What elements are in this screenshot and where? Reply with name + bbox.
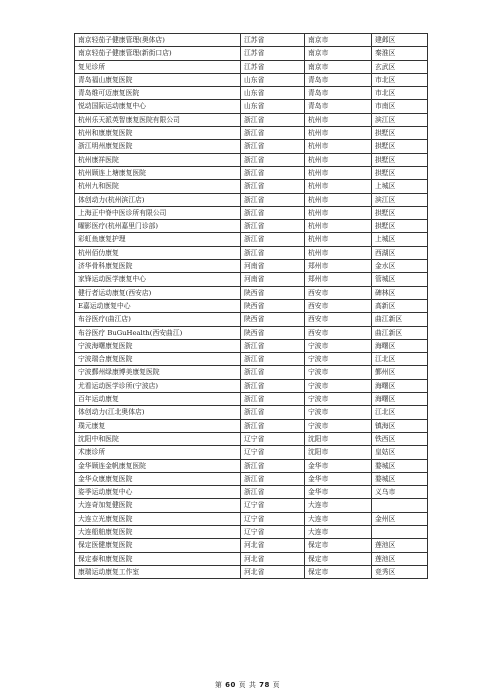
table-row [75,34,428,47]
district-cell: 拱墅区 [372,153,428,166]
table-row [75,246,428,259]
city-cell: 西安市 [305,313,372,326]
district-cell [372,525,428,538]
table-row [75,140,428,153]
clinic-name-cell: 悦动国际运动康复中心 [75,100,241,113]
clinic-name-cell: E嘉运动康复中心 [75,299,241,312]
table-row [75,406,428,419]
district-cell: 拱墅区 [372,206,428,219]
province-cell: 辽宁省 [241,525,305,538]
clinic-name-cell: 家锋运动医学康复中心 [75,273,241,286]
district-cell: 拱墅区 [372,140,428,153]
city-cell: 西安市 [305,286,372,299]
clinic-name-cell: 宁波海曙康复医院 [75,339,241,352]
city-cell: 南京市 [305,34,372,47]
city-cell: 金华市 [305,459,372,472]
city-cell: 青岛市 [305,100,372,113]
district-cell: 滨江区 [372,193,428,206]
district-cell: 莲池区 [372,552,428,565]
district-cell: 皇姑区 [372,446,428,459]
table-row [75,313,428,326]
city-cell: 杭州市 [305,233,372,246]
clinic-name-cell: 体创动力(江北奥体店) [75,406,241,419]
district-cell: 高新区 [372,299,428,312]
clinic-name-cell: 康瑞运动康复工作室 [75,565,241,578]
province-cell: 河北省 [241,565,305,578]
district-cell: 碑林区 [372,286,428,299]
table-row [75,446,428,459]
clinic-name-cell: 杭州九和医院 [75,180,241,193]
province-cell: 江苏省 [241,60,305,73]
clinic-name-cell: 术康诊所 [75,446,241,459]
clinic-name-cell: 杭州乐天派英智康复医院有限公司 [75,113,241,126]
district-cell: 市北区 [372,73,428,86]
district-cell: 金水区 [372,260,428,273]
district-cell: 海曙区 [372,379,428,392]
table-row [75,73,428,86]
clinic-name-cell: 浙江明州康复医院 [75,140,241,153]
city-cell: 金华市 [305,486,372,499]
district-cell: 江北区 [372,353,428,366]
city-cell: 杭州市 [305,180,372,193]
province-cell: 浙江省 [241,153,305,166]
city-cell: 金华市 [305,472,372,485]
province-cell: 浙江省 [241,113,305,126]
district-cell: 曲江新区 [372,326,428,339]
province-cell: 浙江省 [241,472,305,485]
clinic-name-cell: 杭州佰仂康复 [75,246,241,259]
province-cell: 陕西省 [241,299,305,312]
province-cell: 浙江省 [241,419,305,432]
clinic-name-cell: 体创动力(杭州滨江店) [75,193,241,206]
district-cell: 滨江区 [372,113,428,126]
province-cell: 浙江省 [241,406,305,419]
clinic-name-cell: 金华顾连金帆康复医院 [75,459,241,472]
table-row [75,525,428,538]
district-cell: 玄武区 [372,60,428,73]
table-row [75,459,428,472]
clinic-name-cell: 彩虹鱼康复护理 [75,233,241,246]
district-cell: 金州区 [372,512,428,525]
province-cell: 河北省 [241,552,305,565]
province-cell: 陕西省 [241,326,305,339]
district-cell: 秦淮区 [372,47,428,60]
table-row [75,565,428,578]
clinic-name-cell: 青岛维可迈康复医院 [75,87,241,100]
clinic-name-cell: 南京轻茄子健康管理(奥体店) [75,34,241,47]
clinic-name-cell: 曜影医疗(杭州嘉里门诊部) [75,220,241,233]
province-cell: 陕西省 [241,286,305,299]
province-cell: 山东省 [241,87,305,100]
city-cell: 宁波市 [305,339,372,352]
district-cell: 鄞州区 [372,366,428,379]
district-cell: 拱墅区 [372,220,428,233]
footer-total-pages: 78 [259,681,270,689]
province-cell: 河南省 [241,273,305,286]
table-row [75,326,428,339]
district-cell: 莲池区 [372,539,428,552]
city-cell: 沈阳市 [305,446,372,459]
province-cell: 浙江省 [241,366,305,379]
province-cell: 辽宁省 [241,499,305,512]
clinic-name-cell: 沈阳中和医院 [75,432,241,445]
clinic-name-cell: 杭州顾连上塘康复医院 [75,166,241,179]
district-cell: 上城区 [372,233,428,246]
table-row [75,153,428,166]
city-cell: 西安市 [305,326,372,339]
table-row [75,113,428,126]
province-cell: 浙江省 [241,193,305,206]
clinic-name-cell: 金华众康康复医院 [75,472,241,485]
city-cell: 西安市 [305,299,372,312]
district-cell: 市北区 [372,87,428,100]
table-row [75,127,428,140]
clinic-name-cell: 布谷医疗(曲江店) [75,313,241,326]
city-cell: 保定市 [305,565,372,578]
table-row [75,486,428,499]
province-cell: 浙江省 [241,180,305,193]
province-cell: 浙江省 [241,393,305,406]
table-row [75,286,428,299]
city-cell: 沈阳市 [305,432,372,445]
city-cell: 郑州市 [305,260,372,273]
table-row [75,339,428,352]
clinic-name-cell: 济华骨科康复医院 [75,260,241,273]
table-row [75,60,428,73]
city-cell: 宁波市 [305,406,372,419]
city-cell: 杭州市 [305,220,372,233]
province-cell: 江苏省 [241,34,305,47]
city-cell: 郑州市 [305,273,372,286]
province-cell: 浙江省 [241,459,305,472]
province-cell: 浙江省 [241,166,305,179]
city-cell: 青岛市 [305,87,372,100]
district-cell: 市南区 [372,100,428,113]
table-row [75,100,428,113]
city-cell: 保定市 [305,539,372,552]
city-cell: 宁波市 [305,379,372,392]
district-cell: 镇海区 [372,419,428,432]
province-cell: 辽宁省 [241,512,305,525]
table-row [75,166,428,179]
clinic-name-cell: 大连立光康复医院 [75,512,241,525]
province-cell: 浙江省 [241,353,305,366]
city-cell: 大连市 [305,499,372,512]
city-cell: 青岛市 [305,73,372,86]
district-cell: 海曙区 [372,393,428,406]
city-cell: 大连市 [305,512,372,525]
footer-suffix: 页 [272,681,281,689]
page-footer [0,680,495,690]
city-cell: 大连市 [305,525,372,538]
table-row [75,499,428,512]
district-cell: 婺城区 [372,459,428,472]
city-cell: 杭州市 [305,206,372,219]
district-cell: 婺城区 [372,472,428,485]
footer-prefix: 第 [214,681,223,689]
table-row [75,87,428,100]
footer-middle: 页 共 [238,681,257,689]
province-cell: 浙江省 [241,246,305,259]
district-cell: 铁西区 [372,432,428,445]
city-cell: 宁波市 [305,419,372,432]
table-row [75,273,428,286]
clinic-name-cell: 青岛福山康复医院 [75,73,241,86]
table-row [75,180,428,193]
province-cell: 浙江省 [241,220,305,233]
clinic-name-cell: 宁波鄞州绿康博美康复医院 [75,366,241,379]
city-cell: 杭州市 [305,113,372,126]
table-row [75,299,428,312]
city-cell: 杭州市 [305,193,372,206]
city-cell: 杭州市 [305,127,372,140]
city-cell: 杭州市 [305,153,372,166]
province-cell: 浙江省 [241,339,305,352]
district-cell [372,499,428,512]
clinic-name-cell: 健行者运动康复(西安店) [75,286,241,299]
table-row [75,393,428,406]
province-cell: 浙江省 [241,233,305,246]
province-cell: 浙江省 [241,127,305,140]
clinic-name-cell: 璞元康复 [75,419,241,432]
clinic-name-cell: 上海正中脊中医诊所有限公司 [75,206,241,219]
table-row [75,233,428,246]
district-cell: 西湖区 [372,246,428,259]
city-cell: 杭州市 [305,166,372,179]
clinic-name-cell: 保定医健康复医院 [75,539,241,552]
district-cell: 管城区 [372,273,428,286]
table-row [75,512,428,525]
clinic-table [74,33,428,579]
clinic-name-cell: 尤看运动医学诊所(宁波店) [75,379,241,392]
clinic-table-body [75,34,428,579]
clinic-name-cell: 大连奇加复健医院 [75,499,241,512]
clinic-name-cell: 南京轻茄子健康管理(新街口店) [75,47,241,60]
province-cell: 河北省 [241,539,305,552]
district-cell: 海曙区 [372,339,428,352]
clinic-name-cell: 复见诊所 [75,60,241,73]
table-row [75,220,428,233]
city-cell: 杭州市 [305,246,372,259]
table-row [75,353,428,366]
district-cell: 竞秀区 [372,565,428,578]
province-cell: 辽宁省 [241,446,305,459]
clinic-name-cell: 布谷医疗 BuGuHealth(西安曲江) [75,326,241,339]
district-cell: 江北区 [372,406,428,419]
city-cell: 宁波市 [305,366,372,379]
table-row [75,193,428,206]
clinic-name-cell: 大连船舶康复医院 [75,525,241,538]
table-row [75,260,428,273]
province-cell: 河南省 [241,260,305,273]
province-cell: 浙江省 [241,140,305,153]
province-cell: 浙江省 [241,379,305,392]
table-row [75,206,428,219]
city-cell: 宁波市 [305,393,372,406]
footer-page-number: 60 [225,681,236,689]
city-cell: 保定市 [305,552,372,565]
clinic-name-cell: 宁波瑞合康复医院 [75,353,241,366]
table-row [75,47,428,60]
table-row [75,419,428,432]
table-row [75,552,428,565]
table-row [75,472,428,485]
city-cell: 南京市 [305,60,372,73]
table-row [75,379,428,392]
table-row [75,366,428,379]
table-row [75,432,428,445]
province-cell: 辽宁省 [241,432,305,445]
district-cell: 上城区 [372,180,428,193]
province-cell: 江苏省 [241,47,305,60]
clinic-name-cell: 杭州康祥医院 [75,153,241,166]
city-cell: 杭州市 [305,140,372,153]
province-cell: 山东省 [241,73,305,86]
district-cell: 建邺区 [372,34,428,47]
table-row [75,539,428,552]
city-cell: 宁波市 [305,353,372,366]
clinic-name-cell: 百年运动康复 [75,393,241,406]
clinic-name-cell: 姿季运动康复中心 [75,486,241,499]
district-cell: 义乌市 [372,486,428,499]
province-cell: 浙江省 [241,206,305,219]
clinic-name-cell: 杭州和康康复医院 [75,127,241,140]
city-cell: 南京市 [305,47,372,60]
district-cell: 拱墅区 [372,166,428,179]
district-cell: 曲江新区 [372,313,428,326]
province-cell: 陕西省 [241,313,305,326]
district-cell: 拱墅区 [372,127,428,140]
clinic-name-cell: 保定泰和康复医院 [75,552,241,565]
province-cell: 浙江省 [241,486,305,499]
province-cell: 山东省 [241,100,305,113]
